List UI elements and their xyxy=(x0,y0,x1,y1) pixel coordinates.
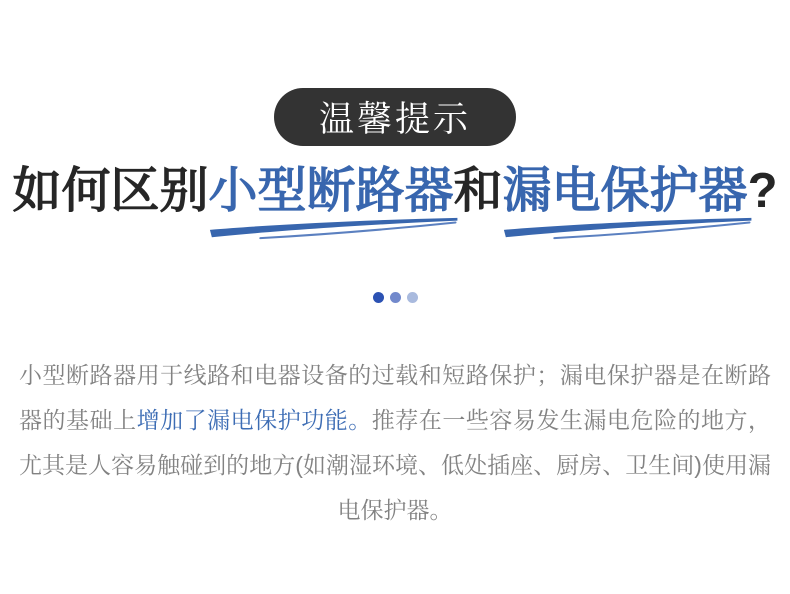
title-highlight-text: 漏电保护器 xyxy=(502,164,748,218)
carousel-dot xyxy=(373,292,384,303)
underline-swoosh-icon xyxy=(501,216,753,240)
paragraph-highlight: 增加了漏电保护功能。 xyxy=(136,407,372,433)
carousel-dots xyxy=(0,292,790,303)
underline-swoosh-icon xyxy=(207,216,459,240)
title-segment: 和 xyxy=(453,164,503,218)
title-segment: ? xyxy=(747,164,778,218)
carousel-dot xyxy=(407,292,418,303)
description-paragraph xyxy=(19,353,771,533)
title-segment: 如何区别 xyxy=(12,164,209,218)
title-highlight-rcd xyxy=(503,163,748,219)
tip-badge-label: 温馨提示 xyxy=(318,100,471,139)
carousel-dot xyxy=(390,292,401,303)
title-highlight-mcb xyxy=(209,163,454,219)
title-highlight-text: 小型断路器 xyxy=(208,164,454,218)
tip-badge xyxy=(274,88,516,146)
page-title xyxy=(0,163,790,253)
paragraph-segment: 推荐在一些容易发生漏电危险的地方，尤其是人容易触碰到的地方(如潮湿环境、低处插座、厨房、卫生间)使用漏电保护器。 xyxy=(19,407,772,523)
paragraph-segment: 小型断路器用于线路和电器设备的过载和短路保护；漏电保护器是在断路器的基础上 xyxy=(19,362,771,433)
